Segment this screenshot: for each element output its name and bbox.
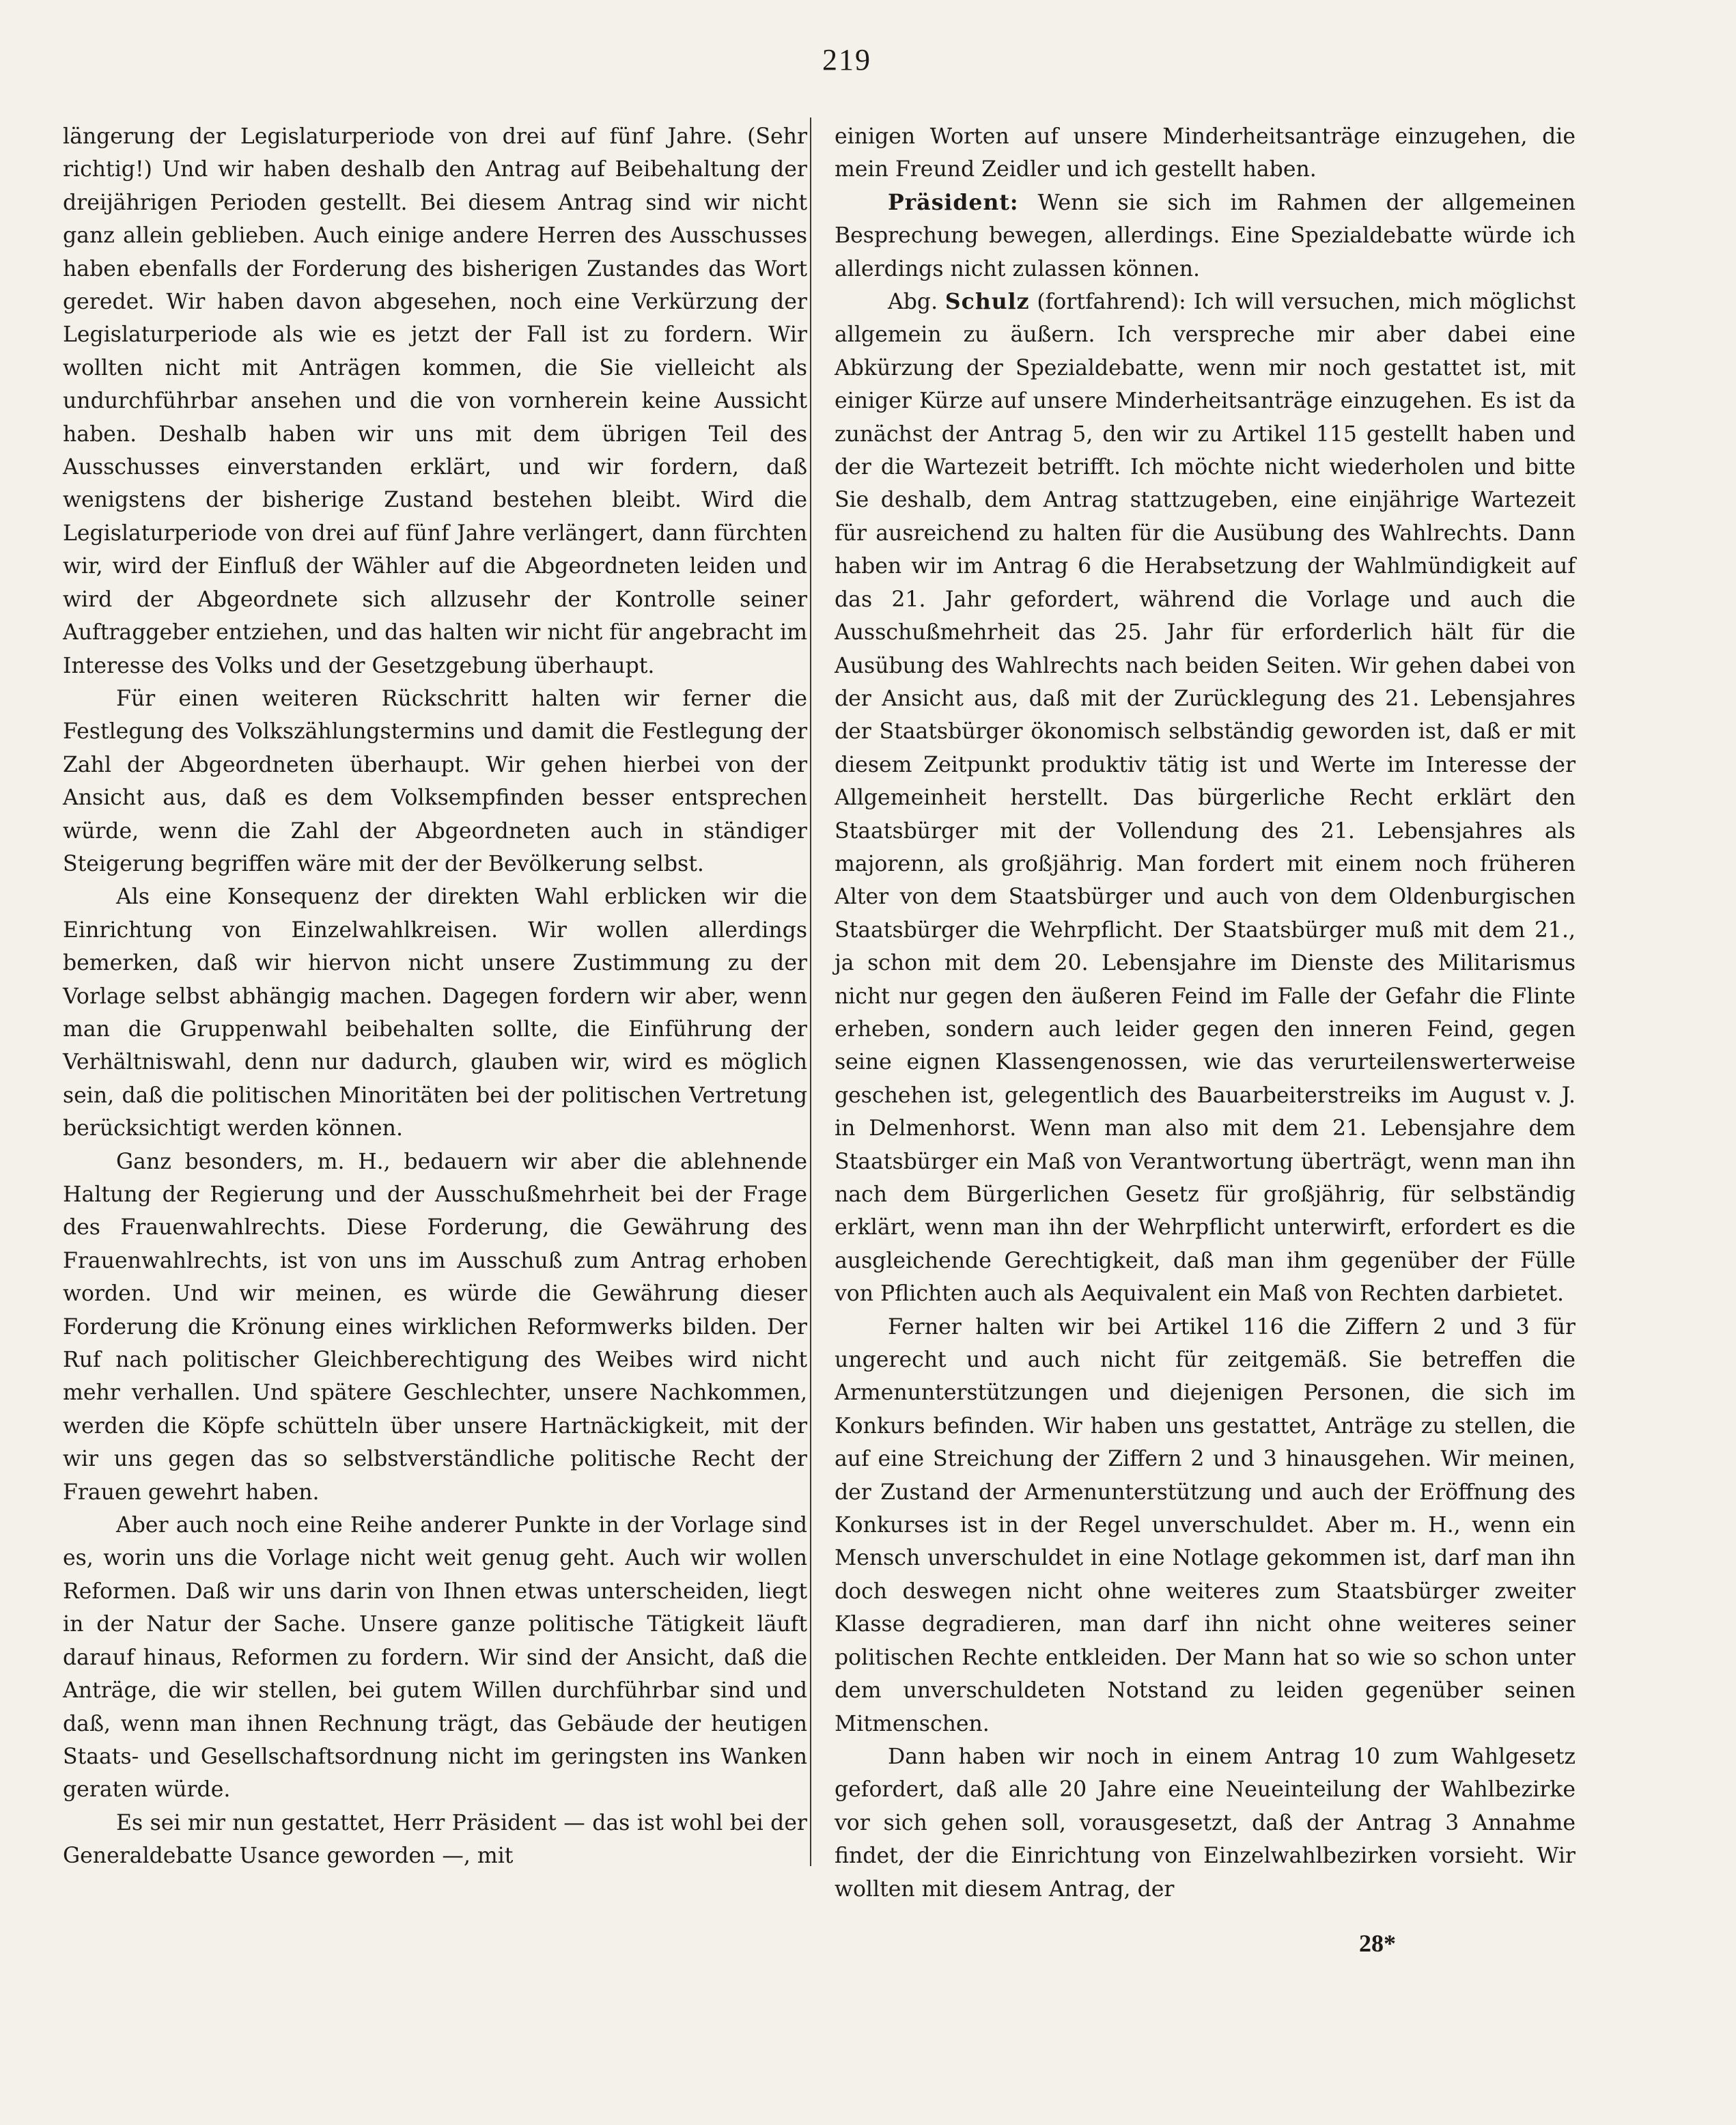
right-column bbox=[835, 120, 1576, 1906]
signature-mark: 28* bbox=[1359, 1930, 1396, 1957]
speaker-prefix: Abg. bbox=[888, 290, 945, 315]
paragraph: Ferner halten wir bei Artikel 116 die Ziffern 2 und 3 für ungerecht und auch nicht für zeitgemäß. Sie betreffen die Armenunterstützungen und diejenigen Personen, die sich im Konkurs befinden. Wir haben uns gestattet, Anträge zu stellen, die auf eine Streichung der Ziffern 2 und 3 hinausgehen. Wir meinen, der Zustand der Armenunterstützung und auch der Eröffnung des Konkurses ist in der Regel unverschuldet. Aber m. H., wenn ein Mensch unverschuldet in eine Notlage gekommen ist, darf man ihn doch deswegen nicht ohne weiteres zum Staatsbürger zweiter Klasse degradieren, man darf ihn nicht ohne weiteres seiner politischen Rechte entkleiden. Der Mann hat so wie so schon unter dem unverschuldeten Notstand zu leiden gegenüber seinen Mitmenschen. bbox=[835, 1314, 1576, 1736]
column-divider bbox=[810, 117, 811, 1866]
paragraph: Für einen weiteren Rückschritt halten wir ferner die Festlegung des Volkszählungstermins und damit die Festlegung der Zahl der Abgeordneten überhaupt. Wir gehen hierbei von der Ansicht aus, daß es dem Volksempfinden besser entsprechen würde, wenn die Zahl der Abgeordneten auch in ständiger Steigerung begriffen wäre mit der der Bevölkerung selbst. bbox=[63, 686, 807, 876]
paragraph: einigen Worten auf unsere Minderheitsanträge einzugehen, die mein Freund Zeidler und ich gestellt haben. bbox=[835, 124, 1576, 182]
speaker-name: Schulz bbox=[944, 289, 1030, 315]
paragraph-text: (fortfahrend): Ich will versuchen, mich möglichst allgemein zu äußern. Ich verspreche mir aber dabei eine Abkürzung der Spezialdebatte, wenn mir noch gestattet ist, mit einiger Kürze auf unsere Minderheitsanträge einzugehen. Es ist da zunächst der Antrag 5, den wir zu Artikel 115 gestellt haben und der die Wartezeit betrifft. Ich möchte nicht wiederholen und bitte Sie deshalb, dem Antrag stattzugeben, eine einjährige Wartezeit für ausreichend zu halten für die Ausübung des Wahlrechts. Dann haben wir im Antrag 6 die Herabsetzung der Wahlmündigkeit auf das 21. Jahr gefordert, während die Vorlage und auch die Ausschußmehrheit das 25. Jahr für erforderlich hält für die Ausübung des Wahlrechts nach beiden Seiten. Wir gehen dabei von der Ansicht aus, daß mit der Zurücklegung des 21. Lebensjahres der Staatsbürger ökonomisch selbständig geworden ist, daß er mit diesem Zeitpunkt produktiv tätig ist und Werte im Interesse der Allgemeinheit herstellt. Das bürgerliche Recht erklärt den Staatsbürger mit der Vollendung des 21. Lebensjahres als majorenn, als großjährig. Man fordert mit einem noch früheren Alter von dem Staatsbürger und auch von dem Oldenburgischen Staatsbürger die Wehrpflicht. Der Staatsbürger muß mit dem 21., ja schon mit dem 20. Lebensjahre im Dienste des Militarismus nicht nur gegen den äußeren Feind im Falle der Gefahr die Flinte erheben, sondern auch leider gegen den inneren Feind, gegen seine eignen Klassengenossen, wie das verurteilenswerterweise geschehen ist, gelegentlich des Bauarbeiterstreiks im August v. J. in Delmenhorst. Wenn man also mit dem 21. Lebensjahre dem Staatsbürger ein Maß von Verantwortung überträgt, wenn man ihn nach dem Bürgerlichen Gesetz für großjährig, für selbständig erklärt, wenn man ihn der Wehrpflicht unterwirft, erfordert es die ausgleichende Gerechtigkeit, daß man ihm gegenüber der Fülle von Pflichten auch als Aequivalent ein Maß von Rechten darbietet. bbox=[835, 290, 1576, 1307]
paragraph bbox=[835, 286, 1576, 1311]
speaker-name: Präsident: bbox=[888, 189, 1019, 215]
paragraph: Aber auch noch eine Reihe anderer Punkte in der Vorlage sind es, worin uns die Vorlage nicht weit genug geht. Auch wir wollen Reformen. Daß wir uns darin von Ihnen etwas unterscheiden, liegt in der Natur der Sache. Unsere ganze politische Tätigkeit läuft darauf hinaus, Reformen zu fordern. Wir sind der Ansicht, daß die Anträge, die wir stellen, bei gutem Willen durchführbar sind und daß, wenn man ihnen Rechnung trägt, das Gebäude der heutigen Staats- und Gesellschaftsordnung nicht im geringsten ins Wanken geraten würde. bbox=[63, 1513, 807, 1803]
paragraph: Ganz besonders, m. H., bedauern wir aber die ablehnende Haltung der Regierung und der Ausschußmehrheit bei der Frage des Frauenwahlrechts. Diese Forderung, die Gewährung des Frauenwahlrechts, ist von uns im Ausschuß zum Antrag erhoben worden. Und wir meinen, es würde die Gewährung dieser Forderung die Krönung eines wirklichen Reformwerks bilden. Der Ruf nach politischer Gleichberechtigung des Weibes wird nicht mehr verhallen. Und spätere Geschlechter, unsere Nachkommen, werden die Köpfe schütteln über unsere Hartnäckigkeit, mit der wir uns gegen das so selbstverständliche politische Recht der Frauen gewehrt haben. bbox=[63, 1149, 807, 1505]
paragraph bbox=[835, 186, 1576, 286]
paragraph: längerung der Legislaturperiode von drei auf fünf Jahre. (Sehr richtig!) Und wir haben deshalb den Antrag auf Beibehaltung der dreijährigen Perioden gestellt. Bei diesem Antrag sind wir nicht ganz allein geblieben. Auch einige andere Herren des Ausschusses haben ebenfalls der Forderung des bisherigen Zustandes das Wort geredet. Wir haben davon abgesehen, noch eine Verkürzung der Legislaturperiode als wie es jetzt der Fall ist zu fordern. Wir wollten nicht mit Anträgen kommen, die Sie vielleicht als undurchführbar ansehen und die von vornherein keine Aussicht haben. Deshalb haben wir uns mit dem übrigen Teil des Ausschusses einverstanden erklärt, und wir fordern, daß wenigstens der bisherige Zustand bestehen bleibt. Wird die Legislaturperiode von drei auf fünf Jahre verlängert, dann fürchten wir, wird der Einfluß der Wähler auf die Abgeordneten leiden und wird der Abgeordnete sich allzusehr der Kontrolle seiner Auftraggeber entziehen, und das halten wir nicht für angebracht im Interesse des Volks und der Gesetzgebung überhaupt. bbox=[63, 124, 807, 678]
left-column bbox=[63, 120, 807, 1873]
paragraph: Dann haben wir noch in einem Antrag 10 zum Wahlgesetz gefordert, daß alle 20 Jahre eine Neueinteilung der Wahlbezirke vor sich gehen soll, vorausgesetzt, daß der Antrag 3 Annahme findet, der die Einrichtung von Einzelwahlbezirken vorsieht. Wir wollten mit diesem Antrag, der bbox=[835, 1744, 1576, 1902]
page-number: 219 bbox=[822, 43, 871, 77]
paragraph-text: Wenn sie sich im Rahmen der allgemeinen Besprechung bewegen, allerdings. Eine Spezialdebatte würde ich allerdings nicht zulassen können. bbox=[835, 190, 1576, 281]
paragraph: Als eine Konsequenz der direkten Wahl erblicken wir die Einrichtung von Einzelwahlkreisen. Wir wollen allerdings bemerken, daß wir hiervon nicht unsere Zustimmung zu der Vorlage selbst abhängig machen. Dagegen fordern wir aber, wenn man die Gruppenwahl beibehalten sollte, die Einführung der Verhältniswahl, denn nur dadurch, glauben wir, wird es möglich sein, daß die politischen Minoritäten bei der politischen Vertretung berücksichtigt werden können. bbox=[63, 885, 807, 1141]
paragraph: Es sei mir nun gestattet, Herr Präsident — das ist wohl bei der Generaldebatte Usance geworden —, mit bbox=[63, 1810, 807, 1869]
